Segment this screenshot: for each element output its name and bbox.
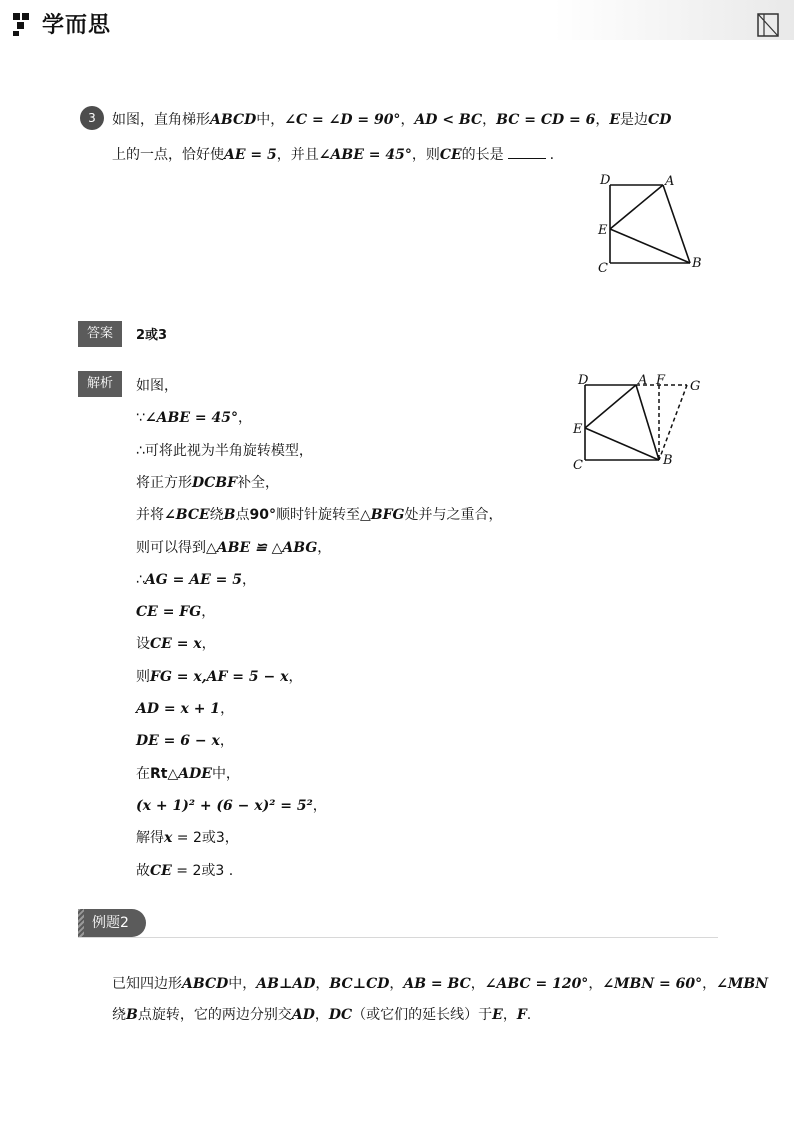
label-E: E [598,223,608,238]
answer-label: 答案 [78,321,122,347]
example-line-1: 已知四边形ABCD中，AB⊥AD，BC⊥CD，AB = BC，∠ABC = 120°，∠MBN = 60°，∠MBN [112,976,768,992]
label-E: E [573,422,583,437]
analysis-label: 解析 [78,371,122,397]
analysis-step: 解得x = 2或3， [136,830,239,846]
label-A: A [665,174,675,189]
analysis-step: 则可以得到△ABE ≌ △ABG， [136,540,332,556]
example-line-2: 绕B点旋转，它的两边分别交AD，DC（或它们的延长线）于E，F. [112,1007,532,1023]
question-line-1: 如图，直角梯形ABCD中，∠C = ∠D = 90°，AD < BC，BC = CD = 6，E是边CD [112,112,672,128]
analysis-step: ∵∠ABE = 45°， [136,410,252,426]
label-F: F [656,373,666,388]
analysis-step: ∴可将此视为半角旋转模型， [136,443,313,459]
analysis-step: ∴AG = AE = 5， [136,572,256,588]
analysis-figure [570,372,710,472]
brand-logo [10,8,111,39]
label-D: D [600,173,611,188]
analysis-step: (x + 1)² + (6 − x)² = 5²， [136,798,327,814]
analysis-step: 故CE = 2或3 . [136,863,234,879]
brand-name: 学而思 [42,13,112,38]
analysis-step: 如图， [136,378,178,394]
analysis-step: 将正方形DCBF补全， [136,475,280,491]
answer-value: 2或3 [136,328,168,343]
analysis-step: CE = FG， [136,604,216,620]
question-figure [590,168,710,278]
label-C: C [598,261,608,276]
example-divider [78,937,718,938]
question-line-2: 上的一点，恰好使AE = 5，并且∠ABE = 45°，则CE的长是 . [112,144,554,164]
label-A: A [638,373,648,388]
analysis-step: 在Rt△ADE中， [136,766,240,782]
analysis-step: 设CE = x， [136,636,216,652]
label-B: B [663,453,673,468]
example-tab: 例题2 [78,909,146,937]
book-corner-icon [756,12,780,38]
analysis-step: AD = x + 1， [136,701,235,717]
analysis-step: 并将∠BCE绕B点90°顺时针旋转至△BFG处并与之重合， [136,507,503,523]
question-number-badge: 3 [80,106,104,130]
label-D: D [578,373,589,388]
label-G: G [690,379,701,394]
brand-mark-icon [10,10,38,38]
label-C: C [573,458,583,472]
analysis-step: 则FG = x,AF = 5 − x， [136,669,303,685]
answer-blank [508,144,546,159]
analysis-step: DE = 6 − x， [136,733,234,749]
label-B: B [692,256,702,271]
